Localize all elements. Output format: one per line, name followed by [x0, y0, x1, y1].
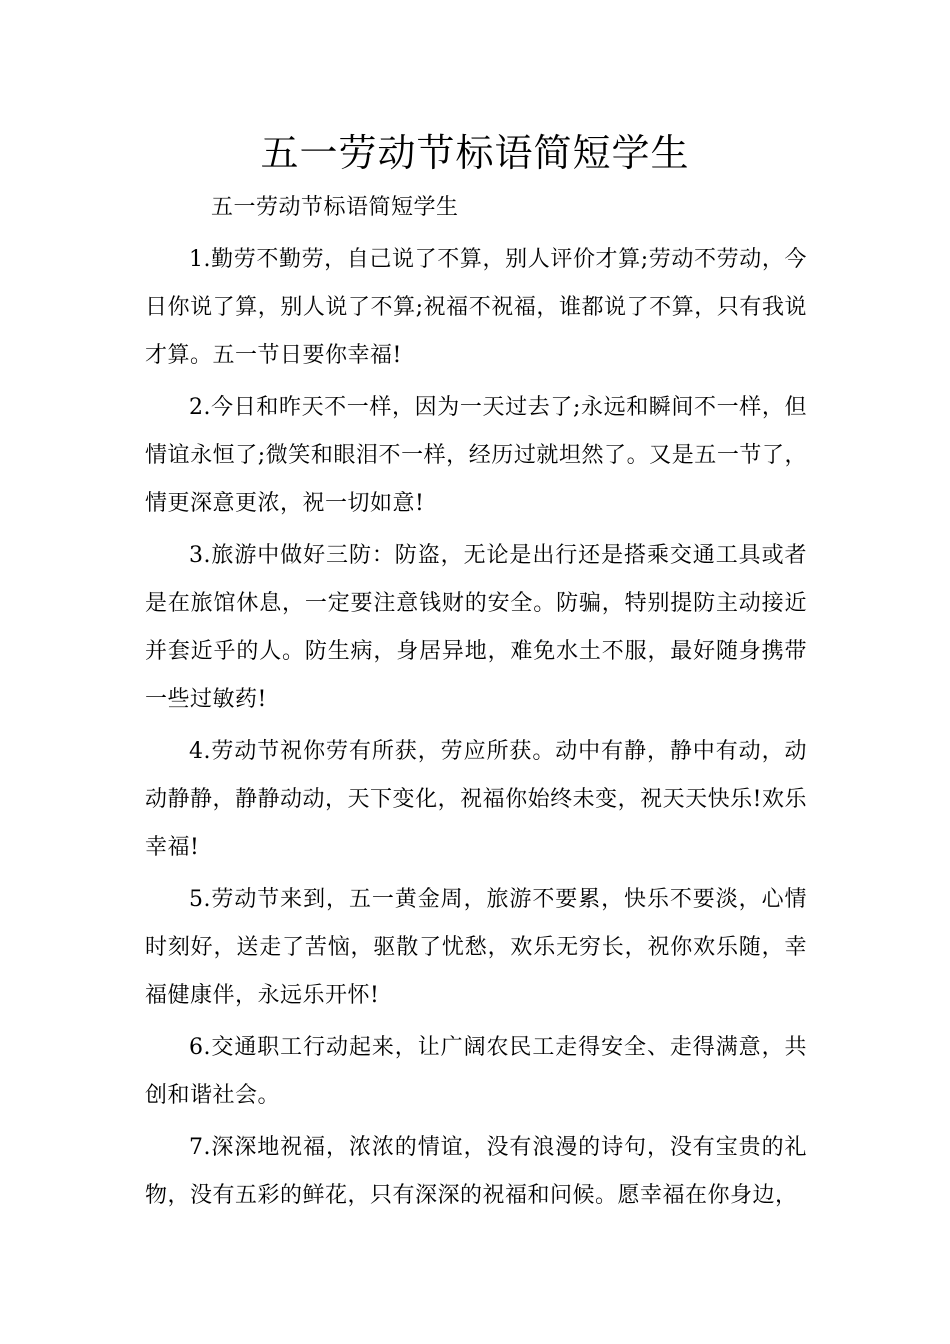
- paragraph: 4.劳动节祝你劳有所获，劳应所获。动中有静，静中有动，动动静静，静静动动，天下变化，祝福你始终未变，祝天天快乐!欢乐幸福!: [145, 739, 807, 860]
- paragraph: 6.交通职工行动起来，让广阔农民工走得安全、走得满意，共创和谐社会。: [145, 1035, 807, 1108]
- document-subtitle: 五一劳动节标语简短学生: [211, 195, 459, 220]
- paragraph: 2.今日和昨天不一样，因为一天过去了;永远和瞬间不一样，但情谊永恒了;微笑和眼泪不一样，经历过就坦然了。又是五一节了，情更深意更浓，祝一切如意!: [145, 395, 807, 516]
- paragraph: 5.劳动节来到，五一黄金周，旅游不要累，快乐不要淡，心情时刻好，送走了苦恼，驱散了忧愁，欢乐无穷长，祝你欢乐随，幸福健康伴，永远乐开怀!: [145, 887, 807, 1008]
- paragraph: 3.旅游中做好三防：防盗，无论是出行还是搭乘交通工具或者是在旅馆休息，一定要注意钱财的安全。防骗，特别提防主动接近并套近乎的人。防生病，身居异地，难免水土不服，最好随身携带一些过敏药!: [145, 543, 807, 712]
- paragraph: 1.勤劳不勤劳，自己说了不算，别人评价才算;劳动不劳动，今日你说了算，别人说了不算;祝福不祝福，谁都说了不算，只有我说才算。五一节日要你幸福!: [145, 247, 807, 368]
- paragraph: 7.深深地祝福，浓浓的情谊，没有浪漫的诗句，没有宝贵的礼物，没有五彩的鲜花，只有深深的祝福和问候。愿幸福在你身边，: [145, 1135, 807, 1208]
- document-title: 五一劳动节标语简短学生: [260, 131, 690, 175]
- document-body: [145, 184, 807, 1224]
